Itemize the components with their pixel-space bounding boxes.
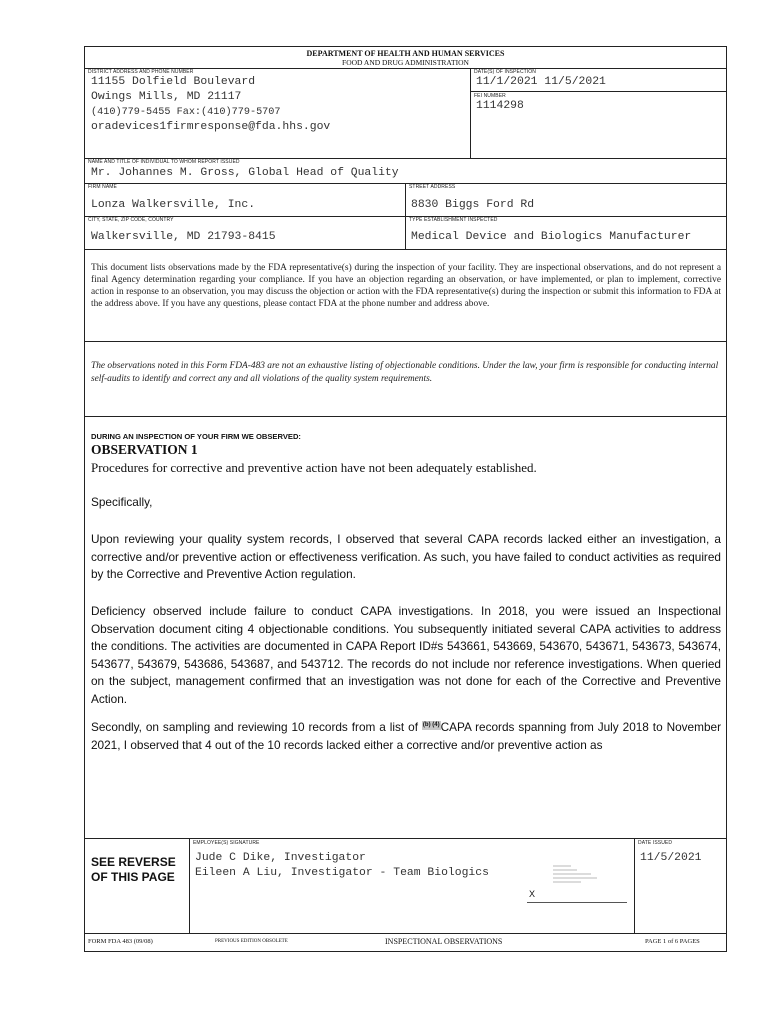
employee-1: Jude C Dike, Investigator: [195, 852, 366, 864]
paragraph-3-end: CAPA records spanning from July 2018 to November 2021, I observed that 4 out of the 10 records lacked either a corrective and/or preventive action as: [91, 720, 721, 752]
department-heading: DEPARTMENT OF HEALTH AND HUMAN SERVICES: [306, 49, 505, 58]
agency-heading: FOOD AND DRUG ADMINISTRATION: [342, 58, 469, 67]
previous-edition-note: PREVIOUS EDITION OBSOLETE: [215, 939, 288, 944]
during-inspection-label: DURING AN INSPECTION OF YOUR FIRM WE OBSERVED:: [91, 432, 301, 441]
page-number: PAGE 1 of 6 PAGES: [645, 938, 700, 945]
recipient-name: Mr. Johannes M. Gross, Global Head of Quality: [91, 167, 399, 179]
date-issued: 11/5/2021: [640, 852, 702, 864]
city-state-zip: Walkersville, MD 21793-8415: [91, 231, 276, 243]
electronic-signature-stamp: [527, 860, 627, 903]
observation-summary: Procedures for corrective and preventive action have not been adequately established.: [91, 460, 537, 475]
fei-label: FEI NUMBER: [474, 93, 506, 99]
fda-483-form: [84, 46, 727, 952]
see-reverse-line2: OF THIS PAGE: [91, 870, 175, 884]
firm-name-label: FIRM NAME: [88, 184, 117, 190]
firm-name: Lonza Walkersville, Inc.: [91, 199, 256, 211]
city-label: CITY, STATE, ZIP CODE, COUNTRY: [88, 217, 174, 223]
observation-paragraph-2: Deficiency observed include failure to conduct CAPA investigations. In 2018, you were issued an Inspectional Observation document citing 4 objectionable conditions. You subsequently initiated several CAPA activities to address the conditions. The activities are documented in CAPA Report ID#s 543661, 543669, 543670, 543671, 543673, 543674, 543677, 543679, 543686, 543687, and 543712. The records do not include nor reference investigations. When queried on the subject, management confirmed that an investigation was not done for each of the Corrective and Preventive Action.: [91, 604, 721, 706]
form-identifier: FORM FDA 483 (09/08): [88, 938, 153, 945]
observation-paragraph-3: [91, 719, 721, 754]
employee-signature-label: EMPLOYEE(S) SIGNATURE: [193, 840, 260, 846]
recipient-label: NAME AND TITLE OF INDIVIDUAL TO WHOM REPORT ISSUED: [88, 159, 240, 165]
footer-title: INSPECTIONAL OBSERVATIONS: [385, 937, 503, 946]
observation-title: OBSERVATION 1: [91, 442, 198, 457]
street-label: STREET ADDRESS: [409, 184, 456, 190]
street-address: 8830 Biggs Ford Rd: [411, 199, 535, 211]
district-label: DISTRICT ADDRESS AND PHONE NUMBER: [88, 69, 194, 75]
intro-notice: This document lists observations made by the FDA representative(s) during the inspection of your facility. They are inspectional observations, and do not represent a final Agency determination regarding your compliance. If you have an objection regarding an observation, or have implemented, or plan to implement, corrective action in response to an observation, you may discuss the objection or action with the FDA representative(s) during the inspection or submit this information to FDA at the address above. If you have any questions, please contact FDA at the phone number and address above.: [91, 263, 721, 309]
paragraph-3-start: Secondly, on sampling and reviewing 10 records from a list of: [91, 720, 422, 734]
disclaimer-text: The observations noted in this Form FDA-483 are not an exhaustive listing of objectionable conditions. Under the law, your firm is responsible for conducting internal self-audits to identify and correct any and all violations of the quality system requirements.: [91, 361, 719, 384]
see-reverse-line1: SEE REVERSE: [91, 855, 176, 869]
establishment-type-label: TYPE ESTABLISHMENT INSPECTED: [409, 217, 498, 223]
district-email: oradevices1firmresponse@fda.hhs.gov: [91, 121, 331, 133]
fei-number: 1114298: [476, 100, 524, 112]
specifically-label: Specifically,: [91, 495, 153, 509]
observation-paragraph-1: Upon reviewing your quality system records, I observed that several CAPA records lacked either an investigation, a corrective and/or preventive action or effectiveness verification. As such, you have failed to conduct activities as required by the Corrective and Preventive Action regulation.: [91, 532, 721, 582]
district-address-line1: 11155 Dolfield Boulevard: [91, 76, 256, 88]
establishment-type: Medical Device and Biologics Manufacturer: [411, 231, 692, 243]
signature-scribble-icon: [551, 862, 621, 892]
signature-x-mark: X: [529, 889, 536, 899]
inspection-dates-label: DATE(S) OF INSPECTION: [474, 69, 537, 75]
employee-2: Eileen A Liu, Investigator - Team Biologics: [195, 867, 489, 879]
district-phone: (410)779-5455 Fax:(410)779-5707: [91, 107, 281, 118]
redaction-mark: (b) (4): [422, 722, 440, 729]
date-issued-label: DATE ISSUED: [638, 840, 673, 846]
district-address-line2: Owings Mills, MD 21117: [91, 91, 242, 103]
inspection-dates: 11/1/2021 11/5/2021: [476, 76, 606, 88]
